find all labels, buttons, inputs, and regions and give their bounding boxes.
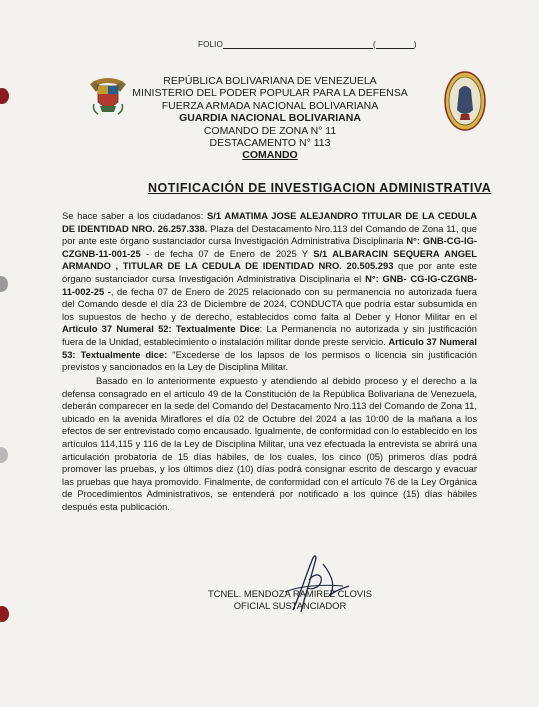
folio-paren-close: ) bbox=[413, 40, 417, 49]
header-command: COMANDO bbox=[242, 149, 298, 162]
signer-name: TCNEL. MENDOZA RAMIREZ CLOVIS bbox=[207, 588, 373, 599]
text-run: "Excederse de los lapsos de los permisos o licencia sin justificación previstos y sancionados en la Ley de Disciplina Militar. bbox=[62, 348, 477, 373]
notice-paragraph-1 bbox=[62, 210, 477, 374]
document-title: NOTIFICACIÓN DE INVESTIGACION ADMINISTRATIVA bbox=[148, 181, 492, 195]
folio-count-line bbox=[376, 40, 414, 49]
folio-label: FOLIO bbox=[198, 40, 224, 49]
header-ministry: MINISTERIO DEL PODER POPULAR PARA LA DEFENSA bbox=[132, 87, 408, 100]
header-detachment: DESTACAMENTO N° 113 bbox=[209, 137, 331, 150]
punch-hole-mark bbox=[0, 276, 8, 292]
text-run: - de fecha 07 de Enero de 2025 Y bbox=[140, 247, 314, 259]
text-run-bold: N°: GNB- CG-IG-CZGNB-11-002-25 - bbox=[62, 272, 477, 297]
header-guard: GUARDIA NACIONAL BOLIVARIANA bbox=[179, 112, 361, 125]
folio-number-line bbox=[223, 40, 373, 49]
text-run: : La Permanencia no autorizada y sin justificación fuera de la Unidad, establecimiento o instalación militar donde preste servicio. bbox=[62, 323, 477, 347]
folio-paren-open: ( bbox=[373, 40, 376, 49]
guardia-nacional-seal-icon bbox=[443, 70, 487, 132]
text-run-bold: Articulo 37 Numeral 53: Textualmente dice: bbox=[62, 335, 477, 360]
folio-field bbox=[198, 40, 417, 49]
header-republic: REPÚBLICA BOLIVARIANA DE VENEZUELA bbox=[163, 75, 377, 87]
text-run: , de fecha 07 de Enero de 2025 relacionado con su permanencia no autorizada fuera del Comando desde el día 23 de Diciembre de 2024, CONDUCTA que podría estar subsumida en los supuestos de hecho y de derecho, establecidos como falta al Deber y Honor Militar en el bbox=[62, 285, 478, 322]
text-run-bold: S/1 ALBARACIN SEQUERA ANGEL ARMANDO , TITULAR DE LA CEDULA DE IDENTIDAD NRO. 20.505.293 bbox=[62, 247, 477, 272]
text-run-bold: S/1 AMATIMA JOSE ALEJANDRO TITULAR DE LA CEDULA DE IDENTIDAD NRO. 26.257.338. bbox=[62, 210, 477, 234]
text-run-bold: Articulo 37 Numeral 52: Textualmente Dice bbox=[62, 323, 260, 335]
header-zone: COMANDO DE ZONA N° 11 bbox=[203, 124, 337, 137]
text-run: Plaza del Destacamento Nro.113 del Comando de Zona 11, que por ante este órgano sustanciador cursa Investigación Administrativa Disciplinaria bbox=[62, 222, 477, 247]
punch-hole-mark bbox=[0, 447, 8, 463]
header-armed-force: FUERZA ARMADA NACIONAL BOLIVARIANA bbox=[161, 99, 379, 112]
punch-hole-mark bbox=[0, 88, 9, 104]
institution-header bbox=[130, 75, 410, 162]
signature-block bbox=[200, 588, 380, 612]
text-run: Se hace saber a los ciudadanos: bbox=[62, 210, 208, 221]
punch-hole-mark bbox=[0, 606, 9, 622]
text-run: que por ante este órgano sustanciador cursa Investigación Administrativa Disciplinaria el bbox=[62, 260, 478, 284]
notice-paragraph-2: Basado en lo anteriormente expuesto y atendiendo al debido proceso y el derecho a la defensa consagrado en el artículo 49 de la Constitución de la República Bolivariana de Venezuela, deberán comparecer en la sede del Comando del Destacamento Nro.113 del Comando de Zona 11, ubicado en la avenida Miraflores el día 02 de Octubre del 2024 a las 10:00 de la mañana a los efectos de ser entrevistado como encausado. Igualmente, de conformidad con lo establecido en los artículos 114,115 y 116 de la Ley de Disciplina Militar, una vez efectuada la entrevista se abrirá una articulación probatoria de 15 días hábiles, de los cuales, los cinco (05) primeros días podrá promover las pruebas, y los últimos diez (10) días podrá consignar escrito de descargo y evacuar las pruebas que haya promovido. Finalmente, de conformidad con el artículo 76 de la Ley Orgánica de Procedimientos Administrativos, se entenderá por notificado a los quince (15) días hábiles después esta publicación. bbox=[62, 375, 477, 512]
text-run-bold: N°: GNB-CG-IG-CZGNB-11-001-25 bbox=[62, 235, 478, 259]
signer-position: OFICIAL SUSTANCIADOR bbox=[233, 600, 347, 611]
coat-of-arms-icon bbox=[88, 70, 128, 118]
